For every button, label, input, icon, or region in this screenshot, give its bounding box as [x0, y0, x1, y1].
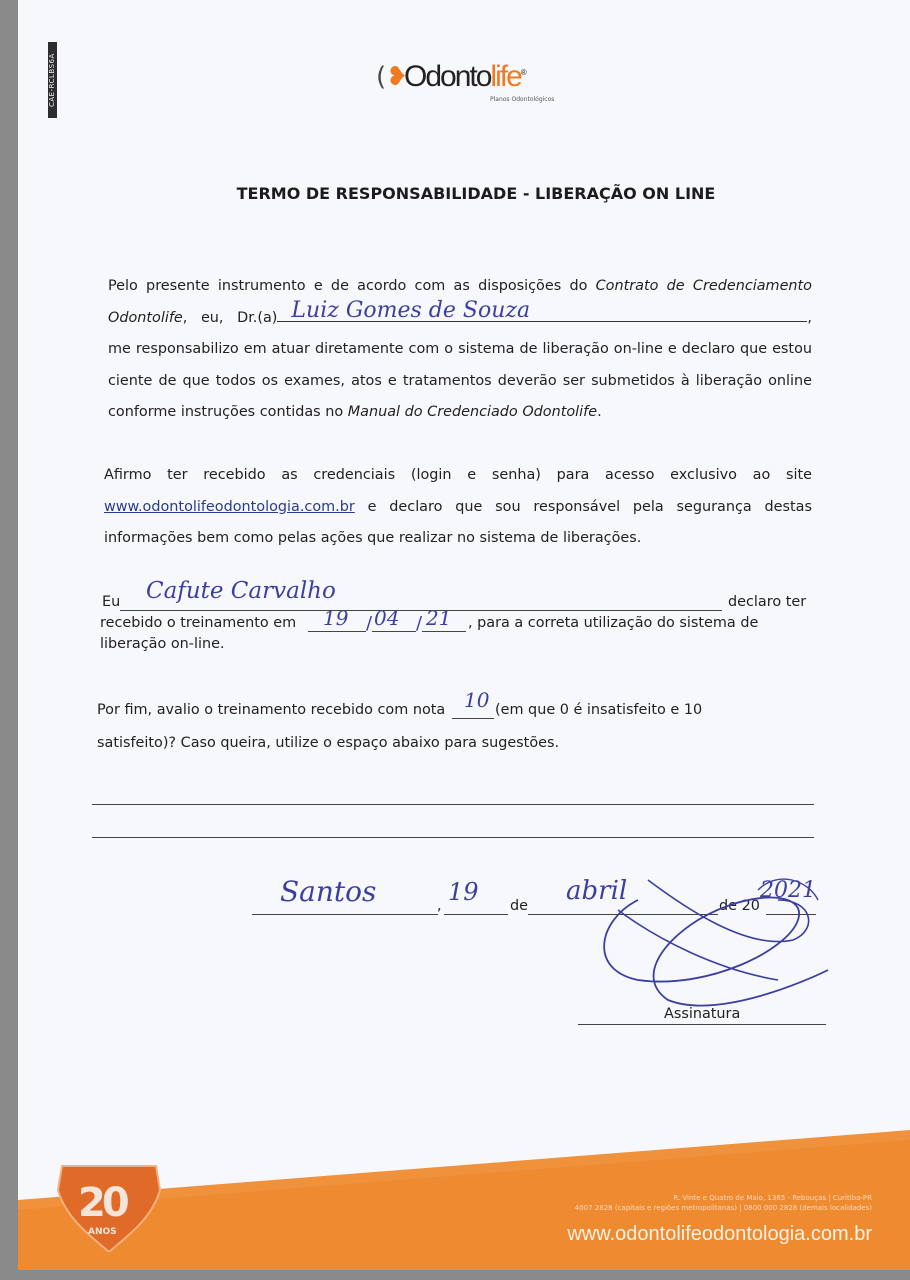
- training-year: 21: [426, 606, 452, 630]
- logo-mark-icon: (❥: [376, 62, 408, 92]
- year-line: [422, 631, 466, 632]
- footer-site[interactable]: www.odontolifeodontologia.com.br: [567, 1223, 872, 1245]
- handwritten-signature: [578, 860, 838, 1020]
- date-sep-2: /: [416, 613, 423, 634]
- suggestion-line-1: [92, 804, 814, 805]
- date-sep-1: /: [366, 613, 373, 634]
- label-liberacao: liberação on-line.: [100, 636, 225, 652]
- city-line: [252, 914, 438, 915]
- label-de-20: de 20: [719, 898, 760, 914]
- label-declaro: declaro ter: [728, 594, 807, 610]
- side-code-label: CAE-RCLBS6A: [48, 42, 57, 118]
- sig-day-line: [444, 914, 508, 915]
- month-line: [372, 631, 416, 632]
- odontolife-logo: [376, 58, 576, 108]
- logo-subtitle: Planos Odontológicos: [490, 96, 555, 103]
- badge-number: 20: [78, 1180, 126, 1226]
- footer-address: R. Vinte e Quatro de Maio, 1365 - Rebouças | Curitiba-PR 4007 2828 (capitais e regiões metropolitanas) | 0800 000 2828 (demais localidades): [574, 1194, 872, 1212]
- day-line: [308, 631, 366, 632]
- document-sheet: [18, 0, 910, 1270]
- sig-comma: ,: [437, 898, 442, 914]
- paragraph-responsibility: Pelo presente instrumento e de acordo com as disposições do Contrato de Credenciamento Odontolife, eu, Dr.(a) Luiz Gomes de Souza , me responsabilizo em atuar diretamente com o sistema de liberação on-line e declaro que estou ciente de que todos os exames, atos e tratamentos deverão ser submetidos à liberação online conforme instruções contidas no Manual do Credenciado Odontolife.: [108, 278, 812, 420]
- score-line: [452, 718, 494, 719]
- handwritten-month: abril: [566, 876, 628, 906]
- handwritten-trainee-name: Cafute Carvalho: [146, 578, 336, 604]
- training-score: 10: [464, 688, 490, 712]
- handwritten-dentist-name: Luiz Gomes de Souza: [291, 297, 531, 323]
- label-escala: (em que 0 é insatisfeito e 10: [495, 702, 703, 718]
- label-eu: Eu: [102, 594, 121, 610]
- suggestion-line-2: [92, 837, 814, 838]
- label-nota: Por fim, avalio o treinamento recebido com nota: [97, 702, 446, 718]
- handwritten-year: 2021: [760, 878, 816, 903]
- document-title: TERMO DE RESPONSABILIDADE - LIBERAÇÃO ON LINE: [236, 184, 716, 203]
- badge-word: ANOS: [88, 1227, 117, 1237]
- handwritten-city: Santos: [280, 875, 377, 908]
- label-para-correta: , para a correta utilização do sistema de: [468, 615, 759, 631]
- paragraph-credentials: Afirmo ter recebido as credenciais (login e senha) para acesso exclusivo ao site www.odontolifeodontologia.com.br e declaro que sou responsável pela segurança destas informações bem como pelas ações que realizar no sistema de liberações.: [104, 467, 812, 546]
- training-month: 04: [374, 606, 400, 630]
- label-recebido: recebido o treinamento em: [100, 615, 297, 631]
- signature-line: [578, 1024, 826, 1025]
- logo-wordmark: Odontolife®: [404, 60, 527, 93]
- signature-label: Assinatura: [664, 1006, 741, 1022]
- label-de-1: de: [510, 898, 528, 914]
- site-link[interactable]: www.odontolifeodontologia.com.br: [104, 498, 355, 515]
- label-sugestoes: satisfeito)? Caso queira, utilize o espaço abaixo para sugestões.: [97, 735, 560, 751]
- trainee-name-line: [120, 610, 722, 611]
- handwritten-day: 19: [448, 878, 479, 906]
- training-day: 19: [323, 606, 349, 630]
